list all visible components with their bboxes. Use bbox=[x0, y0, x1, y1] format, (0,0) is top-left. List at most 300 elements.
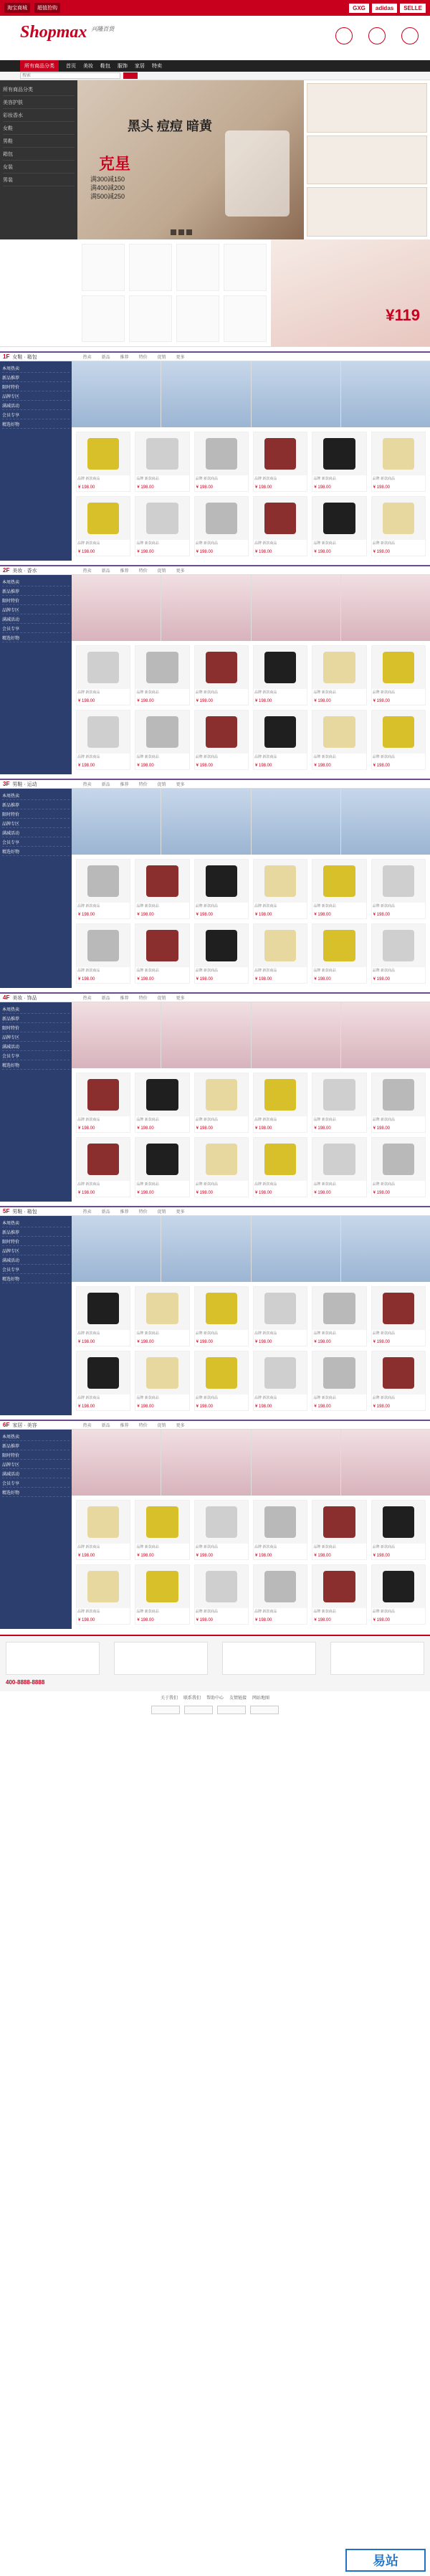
floor-link[interactable]: 新品推荐 bbox=[2, 1227, 70, 1237]
product-name[interactable]: 品牌 新款商品 bbox=[254, 1396, 277, 1400]
floor-link[interactable]: 精选好物 bbox=[2, 1060, 70, 1070]
product-card[interactable] bbox=[371, 432, 426, 492]
product-card[interactable] bbox=[194, 1564, 249, 1625]
floor-link[interactable]: 本周热卖 bbox=[2, 1432, 70, 1441]
product-name[interactable]: 品牌 新款商品 bbox=[136, 755, 159, 759]
product-image[interactable] bbox=[312, 1351, 366, 1394]
product-name[interactable]: 品牌 新款商品 bbox=[77, 1396, 100, 1400]
product-image[interactable] bbox=[135, 646, 188, 689]
product-image[interactable] bbox=[195, 710, 248, 754]
promo-card[interactable] bbox=[271, 239, 430, 346]
floor-tab[interactable]: 特价 bbox=[138, 569, 148, 574]
product-name[interactable]: 品牌 新款商品 bbox=[254, 477, 277, 481]
floor-banner[interactable] bbox=[72, 1430, 161, 1496]
product-image[interactable] bbox=[135, 1565, 188, 1608]
product-image[interactable] bbox=[77, 1565, 130, 1608]
product-card[interactable] bbox=[312, 710, 366, 770]
nav-item[interactable]: 所有商品分类 bbox=[20, 60, 59, 72]
footer-link[interactable]: 关于我们 bbox=[160, 1696, 178, 1701]
product-name[interactable]: 品牌 新款商品 bbox=[195, 755, 219, 759]
product-name[interactable]: 品牌 新款商品 bbox=[136, 477, 159, 481]
product-name[interactable]: 品牌 新款商品 bbox=[136, 1396, 159, 1400]
product-name[interactable]: 品牌 新款商品 bbox=[372, 1331, 396, 1336]
product-image[interactable] bbox=[77, 1287, 130, 1330]
floor-banner[interactable] bbox=[161, 1216, 250, 1282]
product-image[interactable] bbox=[254, 1501, 307, 1544]
product-card[interactable] bbox=[312, 859, 366, 919]
product-name[interactable]: 品牌 新款商品 bbox=[136, 1182, 159, 1187]
nav-item[interactable]: 美妆 bbox=[83, 64, 93, 69]
product-name[interactable]: 品牌 新款商品 bbox=[254, 1545, 277, 1549]
product-card[interactable] bbox=[135, 1137, 189, 1197]
floor-tab[interactable]: 特价 bbox=[138, 1210, 148, 1215]
floor-link[interactable]: 新品推荐 bbox=[2, 373, 70, 382]
floor-link[interactable]: 限时特价 bbox=[2, 809, 70, 819]
floor-tab[interactable]: 更多 bbox=[176, 1210, 185, 1215]
floor-tab[interactable]: 促销 bbox=[157, 569, 166, 574]
product-name[interactable]: 品牌 新款商品 bbox=[195, 1610, 219, 1614]
product-card[interactable] bbox=[371, 859, 426, 919]
brand-tile[interactable] bbox=[82, 295, 125, 343]
product-name[interactable]: 品牌 新款商品 bbox=[254, 541, 277, 546]
product-name[interactable]: 品牌 新款商品 bbox=[313, 904, 336, 908]
product-name[interactable]: 品牌 新款商品 bbox=[195, 1545, 219, 1549]
floor-tab[interactable]: 新品 bbox=[101, 569, 110, 574]
floor-banner[interactable] bbox=[72, 789, 161, 855]
product-card[interactable] bbox=[76, 1286, 130, 1346]
product-image[interactable] bbox=[135, 1287, 188, 1330]
floor-banner[interactable] bbox=[72, 1002, 161, 1068]
product-card[interactable] bbox=[76, 1500, 130, 1560]
nav-item[interactable]: 鞋包 bbox=[100, 64, 110, 69]
cart-icon[interactable] bbox=[368, 27, 386, 44]
floor-link[interactable]: 满减活动 bbox=[2, 1469, 70, 1478]
floor-banner[interactable] bbox=[72, 361, 161, 427]
brand-logo[interactable]: adidas bbox=[372, 4, 397, 13]
product-name[interactable]: 品牌 新款商品 bbox=[136, 969, 159, 973]
side-ad[interactable] bbox=[307, 83, 427, 133]
product-card[interactable] bbox=[253, 1351, 307, 1411]
floor-link[interactable]: 限时特价 bbox=[2, 596, 70, 605]
category-item[interactable]: 男鞋 bbox=[3, 135, 75, 148]
product-card[interactable] bbox=[312, 1137, 366, 1197]
product-image[interactable] bbox=[77, 497, 130, 540]
product-card[interactable] bbox=[371, 1286, 426, 1346]
product-image[interactable] bbox=[372, 710, 425, 754]
product-image[interactable] bbox=[135, 432, 188, 475]
deal-link[interactable]: 超值抢购 bbox=[34, 3, 60, 13]
floor-tab[interactable]: 更多 bbox=[176, 569, 185, 574]
search-input[interactable] bbox=[20, 72, 120, 79]
product-image[interactable] bbox=[135, 710, 188, 754]
product-image[interactable] bbox=[195, 432, 248, 475]
product-card[interactable] bbox=[312, 1564, 366, 1625]
product-image[interactable] bbox=[372, 432, 425, 475]
floor-link[interactable]: 满减活动 bbox=[2, 1255, 70, 1265]
main-banner[interactable] bbox=[77, 80, 304, 239]
floor-link[interactable]: 本周热卖 bbox=[2, 791, 70, 800]
product-image[interactable] bbox=[77, 1501, 130, 1544]
service-icon[interactable] bbox=[335, 27, 353, 44]
product-name[interactable]: 品牌 新款商品 bbox=[372, 969, 396, 973]
product-image[interactable] bbox=[254, 646, 307, 689]
product-name[interactable]: 品牌 新款商品 bbox=[77, 904, 100, 908]
product-name[interactable]: 品牌 新款商品 bbox=[195, 1331, 219, 1336]
product-image[interactable] bbox=[372, 497, 425, 540]
product-card[interactable] bbox=[194, 1351, 249, 1411]
floor-banner[interactable] bbox=[161, 575, 250, 641]
floor-tab[interactable]: 更多 bbox=[176, 1424, 185, 1428]
product-card[interactable] bbox=[76, 496, 130, 556]
product-image[interactable] bbox=[254, 432, 307, 475]
brand-tile[interactable] bbox=[82, 244, 125, 291]
product-name[interactable]: 品牌 新款商品 bbox=[77, 1545, 100, 1549]
product-name[interactable]: 品牌 新款商品 bbox=[136, 904, 159, 908]
badge[interactable] bbox=[250, 1706, 279, 1714]
product-name[interactable]: 品牌 新款商品 bbox=[195, 1118, 219, 1122]
product-card[interactable] bbox=[194, 1500, 249, 1560]
floor-link[interactable]: 限时特价 bbox=[2, 1237, 70, 1246]
floor-link[interactable]: 品牌专区 bbox=[2, 819, 70, 828]
product-card[interactable] bbox=[253, 1500, 307, 1560]
floor-tab[interactable]: 特价 bbox=[138, 997, 148, 1001]
product-card[interactable] bbox=[76, 923, 130, 984]
product-name[interactable]: 品牌 新款商品 bbox=[372, 477, 396, 481]
floor-link[interactable]: 本周热卖 bbox=[2, 1004, 70, 1014]
product-image[interactable] bbox=[312, 710, 366, 754]
category-item[interactable]: 美容护肤 bbox=[3, 96, 75, 109]
floor-tab[interactable]: 新品 bbox=[101, 997, 110, 1001]
product-card[interactable] bbox=[135, 496, 189, 556]
product-image[interactable] bbox=[312, 1501, 366, 1544]
product-image[interactable] bbox=[195, 1351, 248, 1394]
product-image[interactable] bbox=[372, 1287, 425, 1330]
floor-link[interactable]: 本周热卖 bbox=[2, 363, 70, 373]
product-card[interactable] bbox=[194, 859, 249, 919]
floor-link[interactable]: 本周热卖 bbox=[2, 1218, 70, 1227]
product-card[interactable] bbox=[194, 1137, 249, 1197]
product-name[interactable]: 品牌 新款商品 bbox=[77, 969, 100, 973]
footer-link[interactable]: 友情链接 bbox=[229, 1696, 247, 1701]
floor-link[interactable]: 会员专享 bbox=[2, 1478, 70, 1488]
floor-link[interactable]: 品牌专区 bbox=[2, 1246, 70, 1255]
product-card[interactable] bbox=[371, 1564, 426, 1625]
product-card[interactable] bbox=[135, 645, 189, 705]
floor-banner[interactable] bbox=[72, 1216, 161, 1282]
product-card[interactable] bbox=[312, 1286, 366, 1346]
product-name[interactable]: 品牌 新款商品 bbox=[136, 690, 159, 695]
product-image[interactable] bbox=[254, 1287, 307, 1330]
badge[interactable] bbox=[184, 1706, 213, 1714]
floor-tab[interactable]: 推荐 bbox=[120, 1424, 129, 1428]
product-name[interactable]: 品牌 新款商品 bbox=[77, 541, 100, 546]
product-name[interactable]: 品牌 新款商品 bbox=[254, 1182, 277, 1187]
product-image[interactable] bbox=[195, 497, 248, 540]
floor-link[interactable]: 精选好物 bbox=[2, 1274, 70, 1283]
floor-tab[interactable]: 新品 bbox=[101, 1210, 110, 1215]
product-name[interactable]: 品牌 新款商品 bbox=[313, 1610, 336, 1614]
product-card[interactable] bbox=[253, 496, 307, 556]
product-card[interactable] bbox=[253, 923, 307, 984]
floor-tab[interactable]: 更多 bbox=[176, 997, 185, 1001]
product-card[interactable] bbox=[312, 1073, 366, 1133]
product-name[interactable]: 品牌 新款商品 bbox=[313, 541, 336, 546]
product-card[interactable] bbox=[194, 496, 249, 556]
floor-banner[interactable] bbox=[161, 361, 250, 427]
floor-link[interactable]: 品牌专区 bbox=[2, 605, 70, 614]
product-card[interactable] bbox=[312, 432, 366, 492]
category-item[interactable]: 箱包 bbox=[3, 148, 75, 161]
product-card[interactable] bbox=[371, 923, 426, 984]
product-name[interactable]: 品牌 新款商品 bbox=[136, 1331, 159, 1336]
floor-link[interactable]: 满减活动 bbox=[2, 1042, 70, 1051]
product-card[interactable] bbox=[135, 710, 189, 770]
product-name[interactable]: 品牌 新款商品 bbox=[372, 690, 396, 695]
product-card[interactable] bbox=[194, 432, 249, 492]
product-name[interactable]: 品牌 新款商品 bbox=[254, 1331, 277, 1336]
product-card[interactable] bbox=[253, 432, 307, 492]
product-image[interactable] bbox=[135, 1501, 188, 1544]
floor-link[interactable]: 品牌专区 bbox=[2, 1032, 70, 1042]
floor-banner[interactable] bbox=[341, 789, 430, 855]
product-name[interactable]: 品牌 新款商品 bbox=[254, 904, 277, 908]
product-name[interactable]: 品牌 新款商品 bbox=[313, 477, 336, 481]
product-card[interactable] bbox=[253, 645, 307, 705]
floor-banner[interactable] bbox=[341, 1216, 430, 1282]
floor-link[interactable]: 新品推荐 bbox=[2, 800, 70, 809]
product-card[interactable] bbox=[253, 1137, 307, 1197]
floor-link[interactable]: 精选好物 bbox=[2, 847, 70, 856]
product-name[interactable]: 品牌 新款商品 bbox=[195, 477, 219, 481]
product-card[interactable] bbox=[194, 710, 249, 770]
brand-tile[interactable] bbox=[129, 295, 172, 343]
product-image[interactable] bbox=[135, 924, 188, 967]
floor-link[interactable]: 会员专享 bbox=[2, 624, 70, 633]
product-image[interactable] bbox=[135, 1351, 188, 1394]
brand-tile[interactable] bbox=[224, 295, 267, 343]
product-card[interactable] bbox=[194, 645, 249, 705]
floor-link[interactable]: 限时特价 bbox=[2, 1023, 70, 1032]
product-card[interactable] bbox=[371, 645, 426, 705]
category-item[interactable]: 女鞋 bbox=[3, 122, 75, 135]
floor-banner[interactable] bbox=[252, 575, 340, 641]
brand-logo[interactable]: SELLE bbox=[400, 4, 426, 13]
side-ad[interactable] bbox=[307, 187, 427, 237]
product-card[interactable] bbox=[135, 432, 189, 492]
product-image[interactable] bbox=[195, 1073, 248, 1116]
product-name[interactable]: 品牌 新款商品 bbox=[136, 541, 159, 546]
product-name[interactable]: 品牌 新款商品 bbox=[195, 541, 219, 546]
product-image[interactable] bbox=[254, 1351, 307, 1394]
floor-banner[interactable] bbox=[161, 1430, 250, 1496]
product-image[interactable] bbox=[77, 1138, 130, 1181]
footer-link[interactable]: 网站地图 bbox=[252, 1696, 270, 1701]
product-image[interactable] bbox=[372, 1073, 425, 1116]
floor-banner[interactable] bbox=[252, 789, 340, 855]
product-name[interactable]: 品牌 新款商品 bbox=[195, 1182, 219, 1187]
product-image[interactable] bbox=[312, 1138, 366, 1181]
product-card[interactable] bbox=[76, 1564, 130, 1625]
product-card[interactable] bbox=[253, 859, 307, 919]
product-card[interactable] bbox=[371, 1500, 426, 1560]
product-card[interactable] bbox=[253, 1564, 307, 1625]
product-image[interactable] bbox=[312, 646, 366, 689]
badge[interactable] bbox=[217, 1706, 246, 1714]
product-card[interactable] bbox=[371, 1073, 426, 1133]
floor-banner[interactable] bbox=[341, 575, 430, 641]
product-card[interactable] bbox=[76, 710, 130, 770]
floor-tab[interactable]: 新品 bbox=[101, 1424, 110, 1428]
footer-link[interactable]: 帮助中心 bbox=[206, 1696, 224, 1701]
product-image[interactable] bbox=[312, 1565, 366, 1608]
side-ad[interactable] bbox=[307, 136, 427, 185]
floor-tab[interactable]: 推荐 bbox=[120, 356, 129, 360]
product-image[interactable] bbox=[254, 1138, 307, 1181]
product-name[interactable]: 品牌 新款商品 bbox=[195, 904, 219, 908]
floor-tab[interactable]: 促销 bbox=[157, 1210, 166, 1215]
nav-item[interactable]: 特卖 bbox=[152, 64, 162, 69]
floor-banner[interactable] bbox=[341, 1430, 430, 1496]
product-image[interactable] bbox=[77, 710, 130, 754]
product-name[interactable]: 品牌 新款商品 bbox=[313, 1396, 336, 1400]
product-card[interactable] bbox=[371, 496, 426, 556]
product-card[interactable] bbox=[135, 1073, 189, 1133]
product-name[interactable]: 品牌 新款商品 bbox=[372, 755, 396, 759]
category-item[interactable]: 女装 bbox=[3, 161, 75, 174]
product-name[interactable]: 品牌 新款商品 bbox=[313, 1331, 336, 1336]
floor-tab[interactable]: 促销 bbox=[157, 356, 166, 360]
product-card[interactable] bbox=[371, 710, 426, 770]
floor-link[interactable]: 满减活动 bbox=[2, 614, 70, 624]
product-card[interactable] bbox=[312, 1500, 366, 1560]
product-card[interactable] bbox=[135, 1286, 189, 1346]
floor-banner[interactable] bbox=[72, 575, 161, 641]
floor-tab[interactable]: 新品 bbox=[101, 783, 110, 787]
product-name[interactable]: 品牌 新款商品 bbox=[313, 755, 336, 759]
product-image[interactable] bbox=[77, 924, 130, 967]
product-image[interactable] bbox=[195, 646, 248, 689]
floor-tab[interactable]: 推荐 bbox=[120, 997, 129, 1001]
product-image[interactable] bbox=[195, 1501, 248, 1544]
floor-banner[interactable] bbox=[161, 789, 250, 855]
brand-logo[interactable]: GXG bbox=[349, 4, 369, 13]
product-name[interactable]: 品牌 新款商品 bbox=[372, 1545, 396, 1549]
product-card[interactable] bbox=[371, 1351, 426, 1411]
product-card[interactable] bbox=[76, 1073, 130, 1133]
product-name[interactable]: 品牌 新款商品 bbox=[254, 755, 277, 759]
floor-tab[interactable]: 促销 bbox=[157, 783, 166, 787]
floor-tab[interactable]: 特价 bbox=[138, 356, 148, 360]
floor-link[interactable]: 限时特价 bbox=[2, 1450, 70, 1460]
floor-tab[interactable]: 新品 bbox=[101, 356, 110, 360]
product-card[interactable] bbox=[253, 1286, 307, 1346]
nav-item[interactable]: 服饰 bbox=[118, 64, 128, 69]
product-image[interactable] bbox=[135, 1138, 188, 1181]
product-name[interactable]: 品牌 新款商品 bbox=[77, 477, 100, 481]
floor-link[interactable]: 会员专享 bbox=[2, 837, 70, 847]
product-image[interactable] bbox=[372, 1138, 425, 1181]
product-name[interactable]: 品牌 新款商品 bbox=[254, 1118, 277, 1122]
product-image[interactable] bbox=[195, 860, 248, 903]
product-card[interactable] bbox=[76, 645, 130, 705]
product-name[interactable]: 品牌 新款商品 bbox=[313, 1545, 336, 1549]
product-image[interactable] bbox=[254, 860, 307, 903]
product-card[interactable] bbox=[135, 923, 189, 984]
product-card[interactable] bbox=[312, 645, 366, 705]
floor-banner[interactable] bbox=[252, 1002, 340, 1068]
floor-link[interactable]: 满减活动 bbox=[2, 828, 70, 837]
product-image[interactable] bbox=[312, 924, 366, 967]
floor-link[interactable]: 精选好物 bbox=[2, 1488, 70, 1497]
floor-tab[interactable]: 推荐 bbox=[120, 1210, 129, 1215]
product-card[interactable] bbox=[135, 1564, 189, 1625]
floor-link[interactable]: 新品推荐 bbox=[2, 1014, 70, 1023]
product-image[interactable] bbox=[77, 1351, 130, 1394]
product-name[interactable]: 品牌 新款商品 bbox=[313, 969, 336, 973]
product-card[interactable] bbox=[194, 923, 249, 984]
search-button[interactable] bbox=[123, 72, 138, 79]
product-image[interactable] bbox=[254, 1565, 307, 1608]
product-name[interactable]: 品牌 新款商品 bbox=[195, 1396, 219, 1400]
floor-tab[interactable]: 热卖 bbox=[82, 1210, 92, 1215]
floor-banner[interactable] bbox=[252, 1216, 340, 1282]
product-image[interactable] bbox=[77, 646, 130, 689]
product-name[interactable]: 品牌 新款商品 bbox=[136, 1610, 159, 1614]
product-name[interactable]: 品牌 新款商品 bbox=[77, 755, 100, 759]
product-image[interactable] bbox=[254, 497, 307, 540]
floor-tab[interactable]: 特价 bbox=[138, 1424, 148, 1428]
floor-link[interactable]: 品牌专区 bbox=[2, 1460, 70, 1469]
product-image[interactable] bbox=[372, 1565, 425, 1608]
product-image[interactable] bbox=[254, 924, 307, 967]
product-image[interactable] bbox=[312, 432, 366, 475]
brand-tile[interactable] bbox=[176, 244, 219, 291]
nav-item[interactable]: 首页 bbox=[66, 64, 76, 69]
floor-tab[interactable]: 更多 bbox=[176, 783, 185, 787]
product-image[interactable] bbox=[372, 924, 425, 967]
product-card[interactable] bbox=[312, 1351, 366, 1411]
product-image[interactable] bbox=[372, 1351, 425, 1394]
product-image[interactable] bbox=[135, 1073, 188, 1116]
floor-banner[interactable] bbox=[341, 361, 430, 427]
product-card[interactable] bbox=[135, 1351, 189, 1411]
floor-link[interactable]: 本周热卖 bbox=[2, 577, 70, 586]
product-image[interactable] bbox=[195, 1565, 248, 1608]
product-card[interactable] bbox=[194, 1073, 249, 1133]
product-image[interactable] bbox=[312, 1073, 366, 1116]
product-card[interactable] bbox=[76, 859, 130, 919]
floor-link[interactable]: 精选好物 bbox=[2, 633, 70, 642]
product-card[interactable] bbox=[76, 1351, 130, 1411]
product-image[interactable] bbox=[135, 860, 188, 903]
floor-link[interactable]: 新品推荐 bbox=[2, 586, 70, 596]
product-name[interactable]: 品牌 新款商品 bbox=[136, 1545, 159, 1549]
floor-tab[interactable]: 推荐 bbox=[120, 569, 129, 574]
floor-link[interactable]: 满减活动 bbox=[2, 401, 70, 410]
floor-tab[interactable]: 特价 bbox=[138, 783, 148, 787]
floor-tab[interactable]: 热卖 bbox=[82, 1424, 92, 1428]
product-name[interactable]: 品牌 新款商品 bbox=[372, 541, 396, 546]
banner-pager[interactable] bbox=[171, 229, 192, 235]
product-card[interactable] bbox=[194, 1286, 249, 1346]
floor-link[interactable]: 会员专享 bbox=[2, 410, 70, 419]
product-image[interactable] bbox=[254, 710, 307, 754]
product-name[interactable]: 品牌 新款商品 bbox=[313, 1118, 336, 1122]
product-card[interactable] bbox=[371, 1137, 426, 1197]
product-card[interactable] bbox=[135, 859, 189, 919]
floor-tab[interactable]: 热卖 bbox=[82, 356, 92, 360]
product-image[interactable] bbox=[77, 860, 130, 903]
